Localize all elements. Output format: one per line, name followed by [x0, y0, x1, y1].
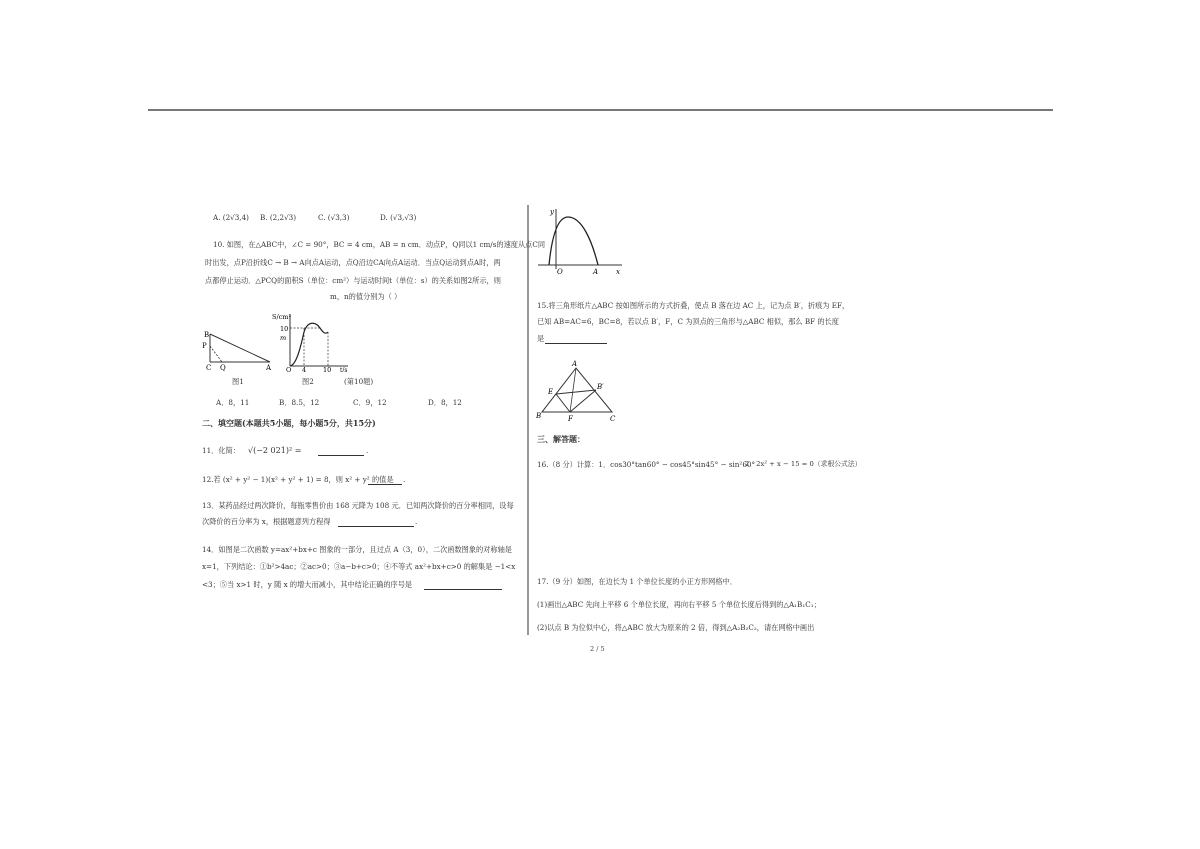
q14-line-3: <3；⑤当 x>1 时，y 随 x 的增大而减小，其中结论正确的序号是 — [202, 580, 413, 589]
label-f: F — [568, 415, 573, 422]
label-t-axis: t/s — [340, 367, 348, 372]
q10-line-3: 点都停止运动．△PCQ的面积S（单位：cm²）与运动时间t（单位：s）的关系如图2所示，则 — [205, 276, 501, 285]
q13-answer-blank — [338, 517, 414, 527]
line-f-b-prime — [570, 390, 596, 412]
q14-line-1: 14．如图是二次函数 y=ax²+bx+c 图象的一部分，且过点 A（3，0），二次函数图象的对称轴是 — [202, 545, 512, 554]
line-ef — [556, 394, 570, 412]
q10-option-d: D．8，12 — [428, 398, 462, 407]
s-curve — [290, 323, 328, 366]
section-2-heading: 二、填空题(本题共5小题，每小题5分，共15分) — [202, 418, 376, 428]
q17-line-3: (2)以点 B 为位似中心，将△ABC 放大为原来的 2 倍，得到△A₂B₂C₂，请在网格中画出 — [537, 623, 815, 632]
q10-line-1: 10. 如图，在△ABC中，∠C = 90°，BC = 4 cm，AB = n cm．动点P，Q同以1 cm/s的速度从点C同 — [213, 240, 546, 249]
segment-pq — [210, 346, 222, 362]
q16-line: 16.（8 分）计算：1．cos30°tan60° − cos45°sin45° − sin²60° — [537, 460, 756, 469]
q10-option-b: B．8.5，12 — [279, 398, 320, 407]
q17-line-1: 17.（9 分）如图，在边长为 1 个单位长度的小正方形网格中． — [537, 577, 737, 586]
q11-answer-blank — [318, 446, 364, 456]
q12-text: 12.若 (x² + y² − 1)(x² + y² + 1) = 8，则 x² + y² 的值是 — [202, 475, 394, 484]
label-a: A — [593, 268, 599, 276]
label-origin: O — [286, 366, 292, 372]
q13-line-1: 13．某药品经过两次降价，每瓶零售价由 168 元降为 108 元．已知两次降价的百分率相同，设每 — [202, 501, 514, 510]
q12-answer-blank — [368, 475, 402, 485]
label-s-axis: S/cm² — [272, 313, 292, 321]
q9-option-b: B. (2,2√3) — [260, 213, 297, 222]
label-p: P — [202, 342, 207, 350]
caption-fig-2: 图2 — [302, 377, 314, 386]
label-y: y — [550, 208, 554, 216]
q14-answer-blank — [424, 580, 502, 590]
q10-line-4: m，n的值分别为（ ） — [330, 292, 402, 301]
q10-figure-2 — [268, 310, 352, 372]
header-rule — [148, 109, 1053, 111]
column-divider — [527, 205, 529, 635]
label-a: A — [572, 360, 578, 368]
q15-answer-blank — [545, 334, 607, 344]
line-eb-prime — [556, 390, 596, 394]
label-c: C — [206, 364, 212, 372]
q11-suffix: . — [366, 446, 369, 455]
label-e: E — [548, 388, 554, 396]
q10-option-c: C．9，12 — [353, 398, 387, 407]
q13-suffix: . — [415, 517, 418, 526]
q11-expression: √(−2 021)² = — [248, 446, 302, 455]
label-c: C — [610, 415, 616, 422]
label-x: x — [616, 268, 620, 276]
label-a: A — [266, 364, 272, 372]
label-b-prime: B′ — [597, 383, 604, 391]
label-ten: 10 — [280, 325, 289, 333]
q15-fold-figure — [534, 358, 622, 422]
caption-fig-1: 图1 — [232, 377, 244, 386]
caption-q10: (第10题) — [344, 377, 374, 386]
section-3-heading: 三、解答题： — [537, 434, 585, 444]
q11-prefix: 11．化简： — [202, 446, 240, 455]
label-four: 4 — [302, 366, 307, 372]
label-o: O — [557, 268, 563, 276]
label-b: B — [536, 412, 542, 420]
q15-line-2: 已知 AB=AC=6，BC=8，若以点 B′，F，C 为顶点的三角形与△ABC 相似，那么 BF 的长度 — [537, 317, 839, 326]
q15-line-1: 15.将三角形纸片△ABC 按如图所示的方式折叠，使点 B 落在边 AC 上，记为点 B′，折痕为 EF， — [537, 301, 850, 310]
label-q: Q — [220, 364, 226, 372]
q9-option-d: D. (√3,√3) — [380, 213, 417, 222]
label-ten-x: 10 — [323, 366, 332, 372]
page-number: 2 / 5 — [590, 645, 605, 653]
q14-parabola-graph — [536, 205, 624, 277]
label-b: B — [204, 331, 210, 339]
q16-part-2: 2．2x² + x − 15 = 0（求根公式法） — [745, 460, 862, 468]
q10-line-2: 时出发，点P沿折线C → B → A向点A运动，点Q沿边CA向点A运动．当点Q运动到点A时，两 — [205, 258, 501, 267]
q9-option-c: C. (√3,3) — [318, 213, 350, 222]
q14-line-2: x=1，下列结论：①b²>4ac；②ac>0；③a−b+c>0；④不等式 ax²+bx+c>0 的解集是 −1<x — [202, 562, 516, 571]
label-m: m — [280, 334, 287, 342]
q9-option-a: A. (2√3,4) — [213, 213, 249, 222]
q10-option-a: A．8，11 — [216, 398, 250, 407]
q13-line-2: 次降价的百分率为 x，根据题意列方程得 — [202, 517, 331, 526]
q15-line-3: 是 — [537, 334, 545, 343]
q17-line-2: (1)画出△ABC 先向上平移 6 个单位长度，再向右平移 5 个单位长度后得到的△A₁B₁C₁； — [537, 600, 821, 609]
q12-suffix: . — [403, 475, 406, 484]
